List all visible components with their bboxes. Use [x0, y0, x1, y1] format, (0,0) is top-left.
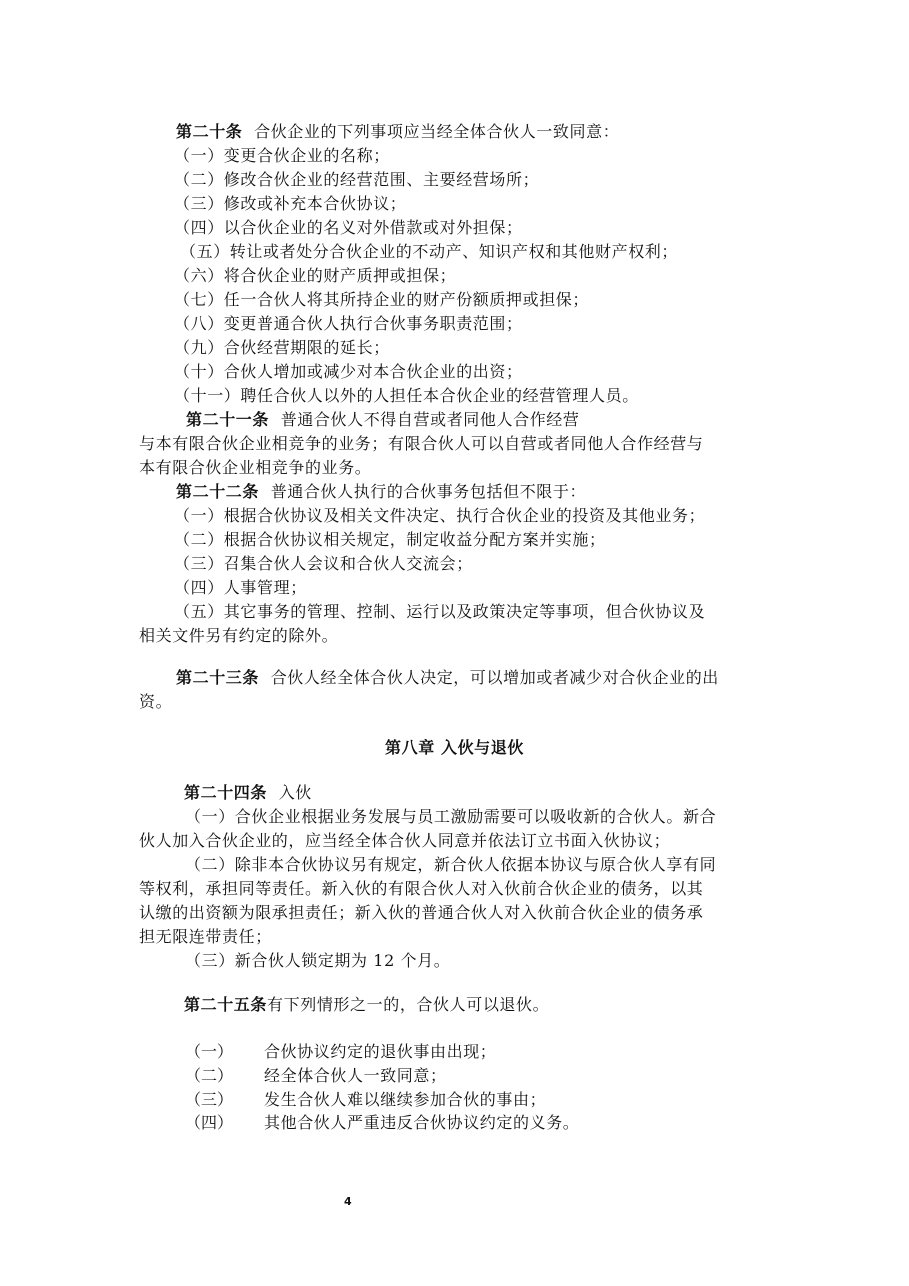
- article-23-text: 合伙人经全体合伙人决定，可以增加或者减少对合伙企业的出: [270, 668, 719, 687]
- article-22-intro: [176, 480, 586, 504]
- article-20-title: 第二十条: [176, 122, 243, 141]
- article-22-item: （四）人事管理；: [174, 578, 307, 597]
- article-20-intro-text: 合伙企业的下列事项应当经全体合伙人一致同意：: [254, 122, 620, 141]
- article-24-line: 担无限连带责任；: [139, 927, 272, 946]
- article-24-line: 等权利，承担同等责任。新入伙的有限合伙人对入伙前合伙企业的债务，以其: [139, 879, 704, 898]
- article-21-line: 本有限合伙企业相竞争的业务。: [139, 458, 372, 477]
- article-25-item-number: （一）: [185, 1042, 234, 1061]
- article-24-line: 伙人加入合伙企业的，应当经全体合伙人同意并依法订立书面入伙协议；: [139, 831, 671, 850]
- article-25-item-text: 其他合伙人严重违反合伙协议约定的义务。: [264, 1113, 580, 1132]
- article-20-item: （七）任一合伙人将其所持企业的财产份额质押或担保；: [174, 290, 590, 309]
- article-22-item: （一）根据合伙协议及相关文件决定、执行合伙企业的投资及其他业务；: [174, 506, 706, 525]
- article-22-item: （二）根据合伙协议相关规定，制定收益分配方案并实施；: [174, 530, 606, 549]
- article-24-title: 第二十四条: [184, 783, 268, 802]
- article-24-heading-text: 入伙: [278, 783, 312, 802]
- chapter-title: 第八章 入伙与退伙: [385, 738, 524, 757]
- page-number: 4: [344, 1195, 352, 1208]
- article-22-intro-text: 普通合伙人执行的合伙事务包括但不限于：: [270, 482, 587, 501]
- article-24-heading: [184, 781, 312, 805]
- article-25-intro: [184, 993, 549, 1017]
- article-25-intro-text: 有下列情形之一的，合伙人可以退伙。: [267, 995, 550, 1014]
- article-21-text: 普通合伙人不得自营或者同他人合作经营: [280, 410, 580, 429]
- article-24-line: （二）除非本合伙协议另有规定，新合伙人依据本协议与原合伙人享有同: [185, 855, 717, 874]
- article-22-title: 第二十二条: [176, 482, 260, 501]
- article-20-item: （四）以合伙企业的名义对外借款或对外担保；: [174, 218, 523, 237]
- article-21-line: 与本有限合伙企业相竞争的业务；有限合伙人可以自营或者同他人合作经营与: [139, 434, 704, 453]
- article-20-item: （六）将合伙企业的财产质押或担保；: [174, 266, 457, 285]
- article-20-item: （五）转让或者处分合伙企业的不动产、知识产权和其他财产权利；: [180, 242, 679, 261]
- article-25-item-text: 合伙协议约定的退伙事由出现；: [264, 1042, 497, 1061]
- article-25-item-number: （二）: [185, 1066, 234, 1085]
- article-21-line: [186, 408, 580, 432]
- article-22-item: （三）召集合伙人会议和合伙人交流会；: [174, 554, 473, 573]
- article-20-item: （三）修改或补充本合伙协议；: [174, 194, 407, 213]
- article-20-item: （一）变更合伙企业的名称；: [174, 146, 390, 165]
- article-20-item: （十一）聘任合伙人以外的人担任本合伙企业的经营管理人员。: [174, 386, 639, 405]
- article-20-item: （十）合伙人增加或减少对本合伙企业的出资；: [174, 362, 523, 381]
- article-25-item-number: （三）: [185, 1090, 234, 1109]
- article-24-line: 认缴的出资额为限承担责任；新入伙的普通合伙人对入伙前合伙企业的债务承: [139, 903, 704, 922]
- article-23-line: 资。: [139, 692, 173, 711]
- article-25-item-text: 发生合伙人难以继续参加合伙的事由；: [264, 1090, 547, 1109]
- article-22-item: 相关文件另有约定的除外。: [139, 626, 339, 645]
- article-20-intro: [176, 120, 619, 144]
- article-22-item: （五）其它事务的管理、控制、运行以及政策决定等事项，但合伙协议及: [174, 602, 706, 621]
- article-25-item-number: （四）: [185, 1113, 234, 1132]
- article-21-title: 第二十一条: [186, 410, 270, 429]
- article-23-title: 第二十三条: [176, 668, 260, 687]
- article-24-line: （一）合伙企业根据业务发展与员工激励需要可以吸收新的合伙人。新合: [185, 807, 717, 826]
- article-20-item: （八）变更普通合伙人执行合伙事务职责范围；: [174, 314, 523, 333]
- article-25-title: 第二十五条: [184, 995, 268, 1014]
- article-24-line: （三）新合伙人锁定期为 12 个月。: [185, 951, 451, 970]
- article-20-item: （九）合伙经营期限的延长；: [174, 338, 390, 357]
- article-23-line: [176, 666, 719, 690]
- article-20-item: （二）修改合伙企业的经营范围、主要经营场所；: [174, 170, 540, 189]
- article-25-item-text: 经全体合伙人一致同意；: [264, 1066, 447, 1085]
